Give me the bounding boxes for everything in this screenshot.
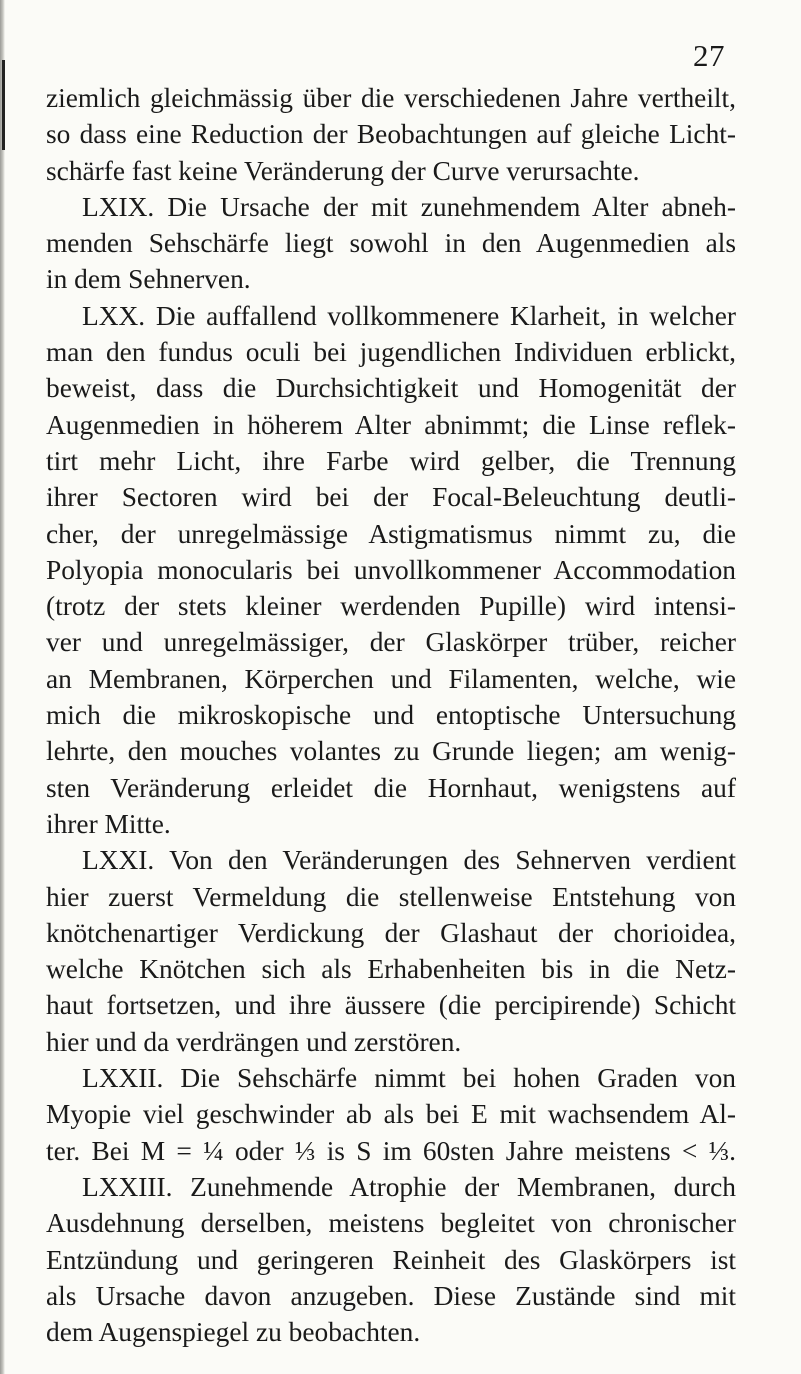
text-line: (trotz der stets kleiner werdenden Pupille) wird intensi- — [46, 591, 736, 622]
text-line: menden Sehschärfe liegt sowohl in den Augenmedien als — [46, 228, 736, 259]
text-line: Polyopia monocularis bei unvollkommener Accommodation — [46, 554, 736, 585]
text-line: lehrte, den mouches volantes zu Grunde liegen; am wenig- — [46, 736, 736, 767]
text-line: cher, der unregelmässige Astigmatismus nimmt zu, die — [46, 518, 736, 549]
text-line: ziemlich gleichmässig über die verschiedenen Jahre vertheilt, — [46, 83, 736, 113]
text-line: LXIX. Die Ursache der mit zunehmendem Alter abneh- — [82, 191, 736, 222]
scan-edge — [0, 0, 5, 1374]
text-line: hier und da verdrängen und zerstören. — [46, 1026, 462, 1057]
text-line: Augenmedien in höherem Alter abnimmt; die Linse reflek- — [46, 409, 736, 440]
text-line: an Membranen, Körperchen und Filamenten, welche, wie — [46, 663, 736, 694]
text-line: dem Augenspiegel zu beobachten. — [46, 1317, 421, 1348]
text-line: LXXIII. Zunehmende Atrophie der Membranen, durch — [82, 1171, 736, 1202]
text-line: knötchenartiger Verdickung der Glashaut der chorioidea, — [46, 917, 736, 948]
text-line: welche Knötchen sich als Erhabenheiten bis in die Netz- — [46, 954, 736, 985]
text-line: LXXI. Von den Veränderungen des Sehnerven verdient — [82, 845, 736, 876]
text-line: als Ursache davon anzugeben. Diese Zustände sind mit — [46, 1280, 736, 1311]
text-line: mich die mikroskopische und entoptische Untersuchung — [46, 700, 736, 731]
text-line: ihrer Mitte. — [46, 808, 171, 839]
text-line: Myopie viel geschwinder ab als bei E mit wachsendem Al- — [46, 1099, 736, 1130]
text-line: hier zuerst Vermeldung die stellenweise Entstehung von — [46, 881, 736, 912]
text-line: ter. Bei M = ¼ oder ⅓ is S im 60sten Jahre meistens < ⅓. — [46, 1135, 736, 1166]
text-line: beweist, dass die Durchsichtigkeit und Homogenität der — [46, 373, 736, 404]
text-line: LXXII. Die Sehschärfe nimmt bei hohen Graden von — [82, 1063, 736, 1094]
text-line: sten Veränderung erleidet die Hornhaut, wenigstens auf — [46, 772, 736, 803]
page-number: 27 — [693, 38, 725, 73]
text-line: so dass eine Reduction der Beobachtungen auf gleiche Licht- — [46, 119, 736, 150]
text-line: Ausdehnung derselben, meistens begleitet von chronischer — [46, 1208, 736, 1239]
text-line: man den fundus oculi bei jugendlichen Individuen erblickt, — [46, 337, 736, 368]
text-line: ver und unregelmässiger, der Glaskörper trüber, reicher — [46, 627, 736, 658]
text-line: in dem Sehnerven. — [46, 264, 251, 295]
body-text — [46, 80, 736, 1350]
text-line: schärfe fast keine Veränderung der Curve verursachte. — [46, 155, 640, 186]
text-line: ihrer Sectoren wird bei der Focal-Beleuchtung deutli- — [46, 482, 736, 513]
text-line: tirt mehr Licht, ihre Farbe wird gelber, die Trennung — [46, 445, 736, 476]
text-line: Entzündung und geringeren Reinheit des Glaskörpers ist — [46, 1244, 736, 1275]
scan-edge-mark — [2, 60, 5, 150]
text-line: haut fortsetzen, und ihre äussere (die percipirende) Schicht — [46, 990, 736, 1021]
text-line: LXX. Die auffallend vollkommenere Klarheit, in welcher — [82, 300, 736, 331]
